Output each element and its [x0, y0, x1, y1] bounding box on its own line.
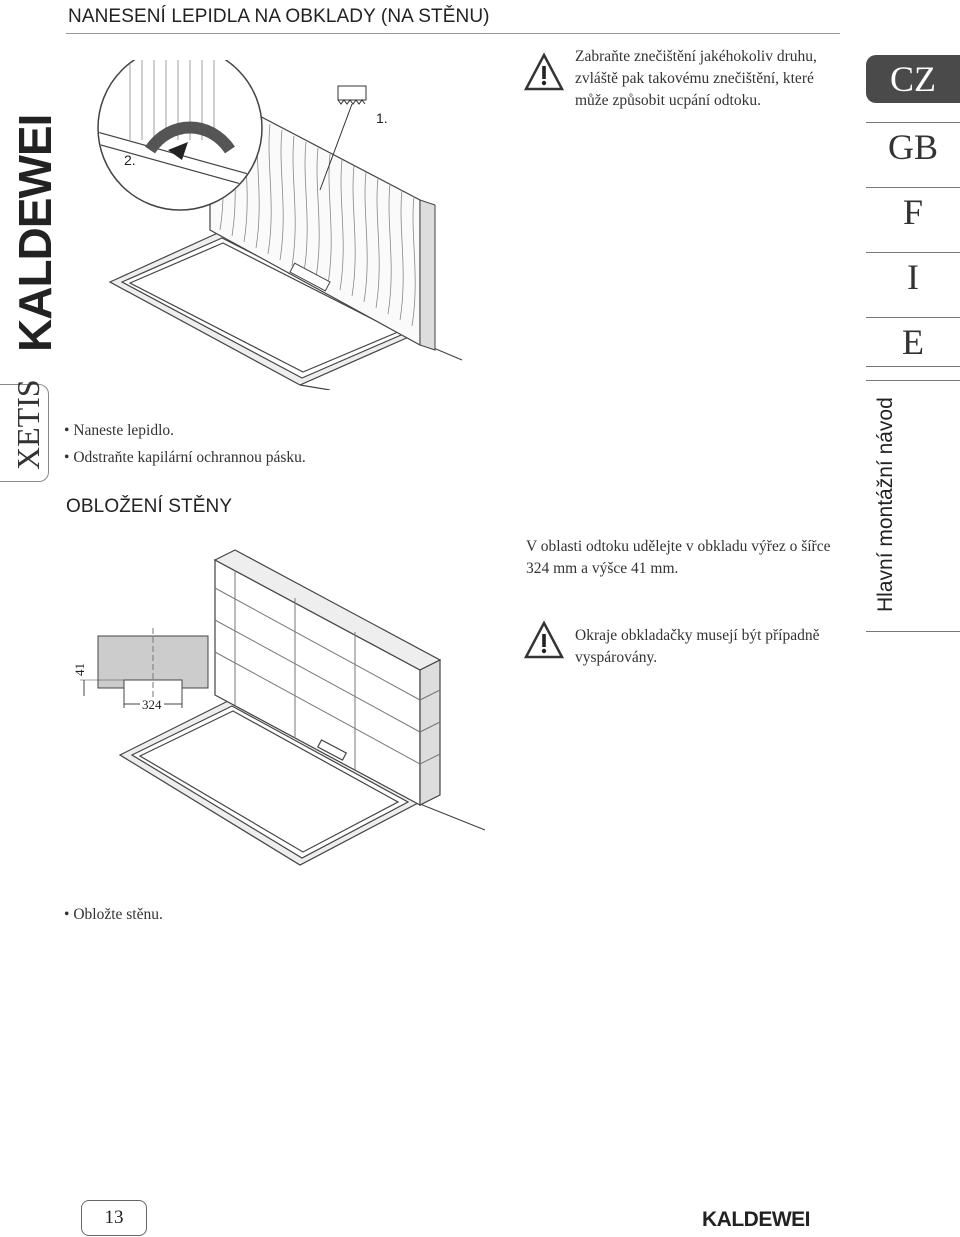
lang-tab-cz[interactable]: CZ — [866, 55, 960, 103]
section-title: OBLOŽENÍ STĚNY — [66, 496, 233, 517]
manual-label-vertical: Hlavní montážní návod — [874, 397, 897, 612]
cutout-height-label: 41 — [72, 663, 87, 676]
product-vertical: XETIS — [10, 379, 46, 470]
cutout-width-label: 324 — [142, 697, 162, 712]
callout-2: 2. — [124, 152, 136, 168]
warning-text-1: Zabraňte znečištění jakéhokoliv druhu, zvláště pak takovému znečištění, které může způsobit ucpání odtoku. — [575, 48, 817, 109]
lang-tab-i[interactable]: I — [866, 252, 960, 301]
bullet-text-1: Naneste lepidlo. — [73, 422, 175, 439]
page-title: NANESENÍ LEPIDLA NA OBKLADY (NA STĚNU) — [68, 6, 490, 27]
footer-brand-logo: KALDEWEI — [702, 1208, 810, 1231]
lang-tab-gb[interactable]: GB — [866, 122, 960, 171]
header-rule — [66, 33, 840, 34]
warning-text-2: Okraje obkladačky musejí být případně vyspárovány. — [575, 627, 820, 666]
bullet-item: • Obložte stěnu. — [64, 906, 163, 923]
tiled-wall-figure — [100, 540, 500, 890]
cutout-instruction: V oblasti odtoku udělejte v obkladu výřez o šířce 324 mm a výšce 41 mm. — [526, 538, 831, 577]
callout-1: 1. — [376, 110, 388, 126]
bullet-item: • Naneste lepidlo. — [64, 422, 175, 439]
page-number: 13 — [81, 1200, 147, 1236]
bullet-text-3: Obložte stěnu. — [73, 906, 163, 923]
bullet-item: • Odstraňte kapilární ochrannou pásku. — [64, 449, 306, 466]
brand-vertical: KALDEWEI — [9, 114, 61, 352]
lang-tab-f[interactable]: F — [866, 187, 960, 236]
bullet-text-2: Odstraňte kapilární ochrannou pásku. — [73, 449, 306, 466]
lang-tab-e[interactable]: E — [866, 317, 960, 366]
adhesive-figure — [90, 60, 510, 390]
warning-icon — [524, 52, 564, 92]
warning-icon — [524, 620, 564, 660]
